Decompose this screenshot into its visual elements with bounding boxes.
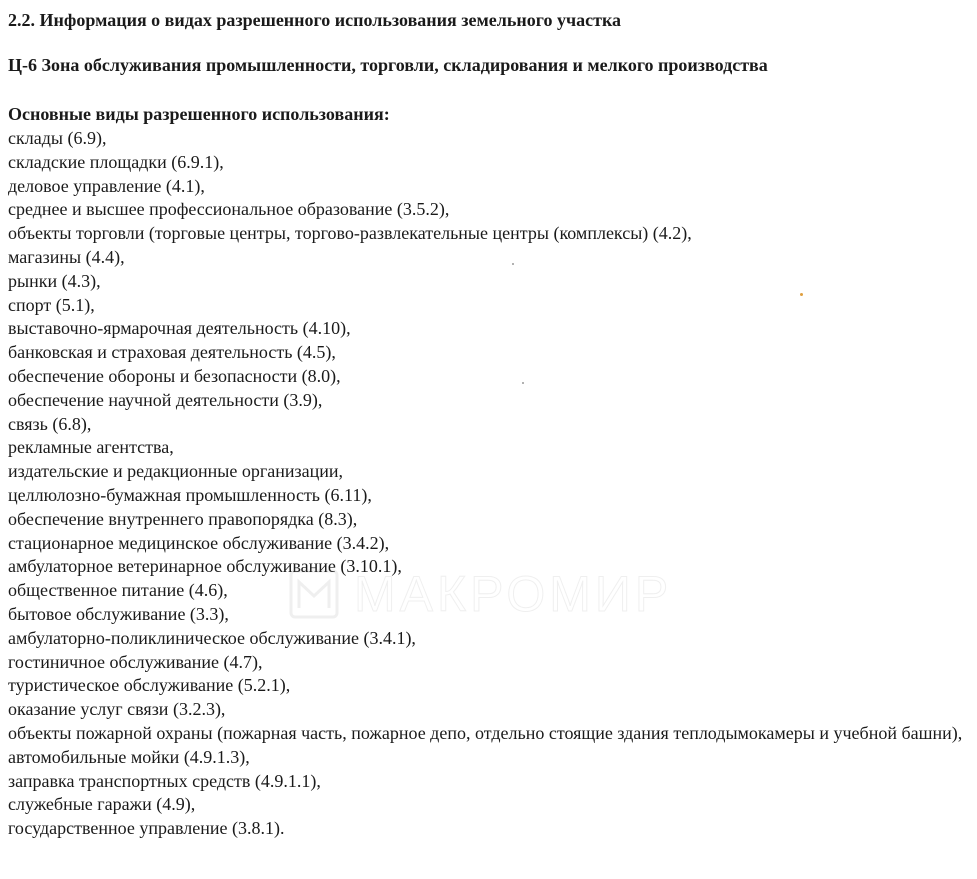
list-item: связь (6.8), <box>8 413 92 434</box>
list-item: обеспечение обороны и безопасности (8.0), <box>8 365 341 386</box>
list-item: рынки (4.3), <box>8 270 101 291</box>
list-item: складские площадки (6.9.1), <box>8 151 224 172</box>
list-item: рекламные агентства, <box>8 437 174 458</box>
list-item: амбулаторное ветеринарное обслуживание (3.10.1), <box>8 556 402 577</box>
list-item: склады (6.9), <box>8 128 107 148</box>
watermark-text: МАКРОМИР <box>354 566 673 622</box>
list-item: издательские и редакционные организации, <box>8 461 344 482</box>
list-item: заправка транспортных средств (4.9.1.1), <box>8 770 321 791</box>
list-item: оказание услуг связи (3.2.3), <box>8 699 226 720</box>
permitted-use-list <box>8 127 973 841</box>
list-item: служебные гаражи (4.9), <box>8 794 196 815</box>
list-item: обеспечение внутреннего правопорядка (8.3), <box>8 508 358 529</box>
section-heading: 2.2. Информация о видах разрешенного использования земельного участка <box>8 10 622 30</box>
list-heading: Основные виды разрешенного использования: <box>8 104 390 124</box>
list-item: автомобильные мойки (4.9.1.3), <box>8 746 250 767</box>
list-item: спорт (5.1), <box>8 294 95 315</box>
list-item: объекты пожарной охраны (пожарная часть, пожарное депо, отдельно стоящие здания теплодымокамеры и учебной башни), <box>8 722 963 743</box>
list-item: магазины (4.4), <box>8 246 125 267</box>
list-item: обеспечение научной деятельности (3.9), <box>8 389 323 410</box>
scan-speck <box>512 263 514 265</box>
list-item: стационарное медицинское обслуживание (3.4.2), <box>8 532 390 553</box>
list-item: туристическое обслуживание (5.2.1), <box>8 675 291 696</box>
zone-heading: Ц-6 Зона обслуживания промышленности, торговли, складирования и мелкого производства <box>8 55 768 75</box>
list-item: государственное управление (3.8.1). <box>8 818 285 839</box>
list-item: выставочно-ярмарочная деятельность (4.10), <box>8 318 351 339</box>
list-item: общественное питание (4.6), <box>8 580 228 601</box>
list-item: банковская и страховая деятельность (4.5), <box>8 342 336 363</box>
list-item: среднее и высшее профессиональное образование (3.5.2), <box>8 199 450 220</box>
list-item: целлюлозно-бумажная промышленность (6.11), <box>8 484 372 505</box>
list-item: объекты торговли (торговые центры, торгово-развлекательные центры (комплексы) (4.2), <box>8 223 692 244</box>
list-item: амбулаторно-поликлиническое обслуживание (3.4.1), <box>8 627 416 648</box>
list-item: бытовое обслуживание (3.3), <box>8 603 229 624</box>
scan-speck <box>522 382 524 384</box>
scan-speck <box>800 293 803 296</box>
list-item: гостиничное обслуживание (4.7), <box>8 651 263 672</box>
list-item: деловое управление (4.1), <box>8 175 205 196</box>
